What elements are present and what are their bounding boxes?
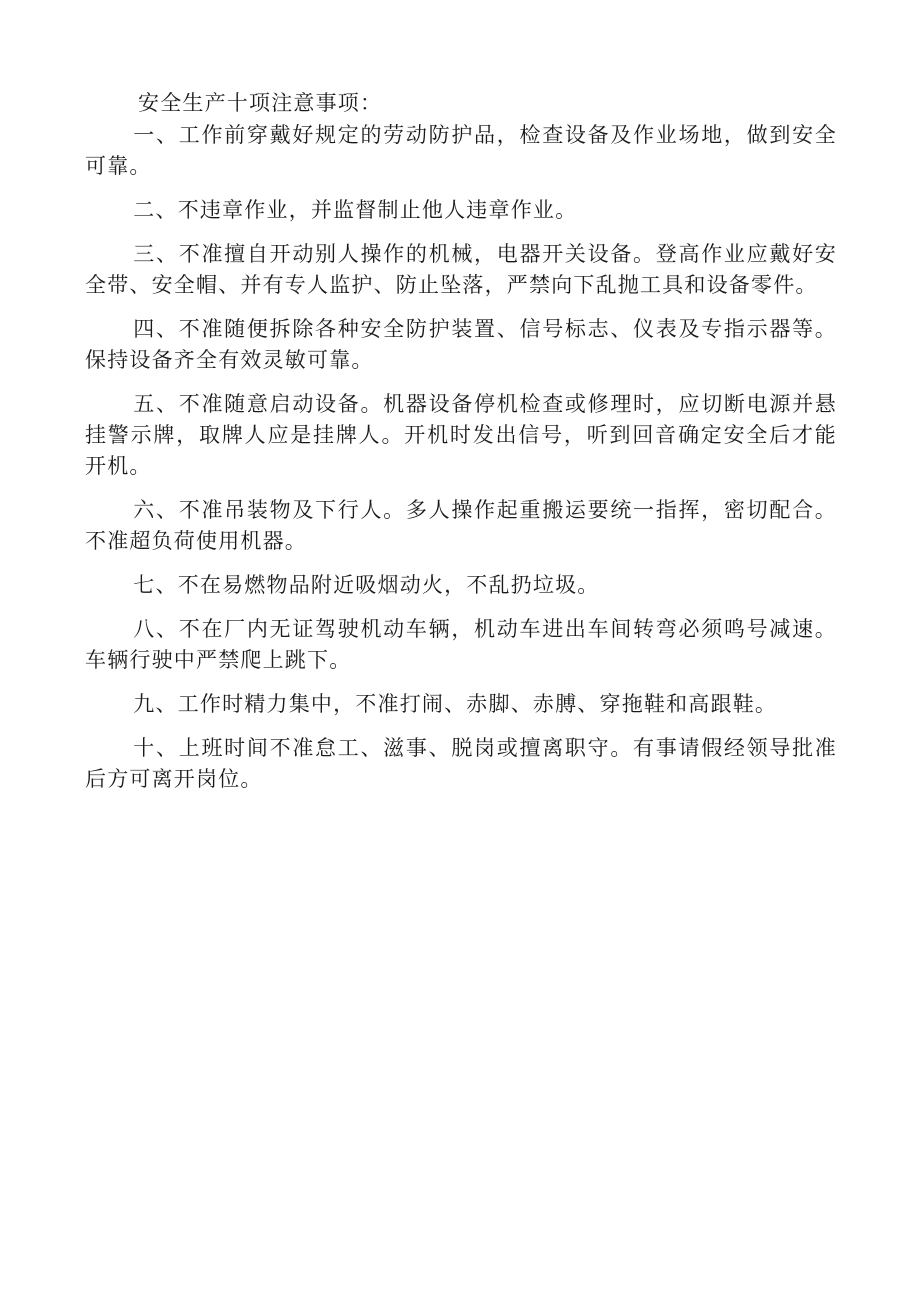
rule-item-10: 十、上班时间不准怠工、滋事、脱岗或擅离职守。有事请假经领导批准后方可离开岗位。 [85, 736, 837, 791]
document-title: 安全生产十项注意事项： [138, 91, 383, 115]
rule-item-9: 九、工作时精力集中，不准打闹、赤脚、赤膊、穿拖鞋和高跟鞋。 [133, 692, 778, 716]
rule-item-6: 六、不准吊装物及下行人。多人操作起重搬运要统一指挥，密切配合。不准超负荷使用机器。 [85, 498, 837, 553]
rule-item-2: 二、不违章作业，并监督制止他人违章作业。 [133, 198, 578, 222]
rule-item-1: 一、工作前穿戴好规定的劳动防护品，检查设备及作业场地，做到安全可靠。 [85, 123, 837, 178]
rule-item-5: 五、不准随意启动设备。机器设备停机检查或修理时，应切断电源并悬挂警示牌，取牌人应是挂牌人。开机时发出信号，听到回音确定安全后才能开机。 [85, 392, 837, 478]
rule-item-4: 四、不准随便拆除各种安全防护装置、信号标志、仪表及专指示器等。保持设备齐全有效灵敏可靠。 [85, 317, 837, 372]
rule-item-7: 七、不在易燃物品附近吸烟动火，不乱扔垃圾。 [133, 573, 600, 597]
rule-item-8: 八、不在厂内无证驾驶机动车辆，机动车进出车间转弯必须鸣号减速。车辆行驶中严禁爬上跳下。 [85, 617, 837, 672]
rule-item-3: 三、不准擅自开动别人操作的机械，电器开关设备。登高作业应戴好安全带、安全帽、并有专人监护、防止坠落，严禁向下乱抛工具和设备零件。 [85, 242, 837, 297]
document-body [85, 88, 837, 808]
